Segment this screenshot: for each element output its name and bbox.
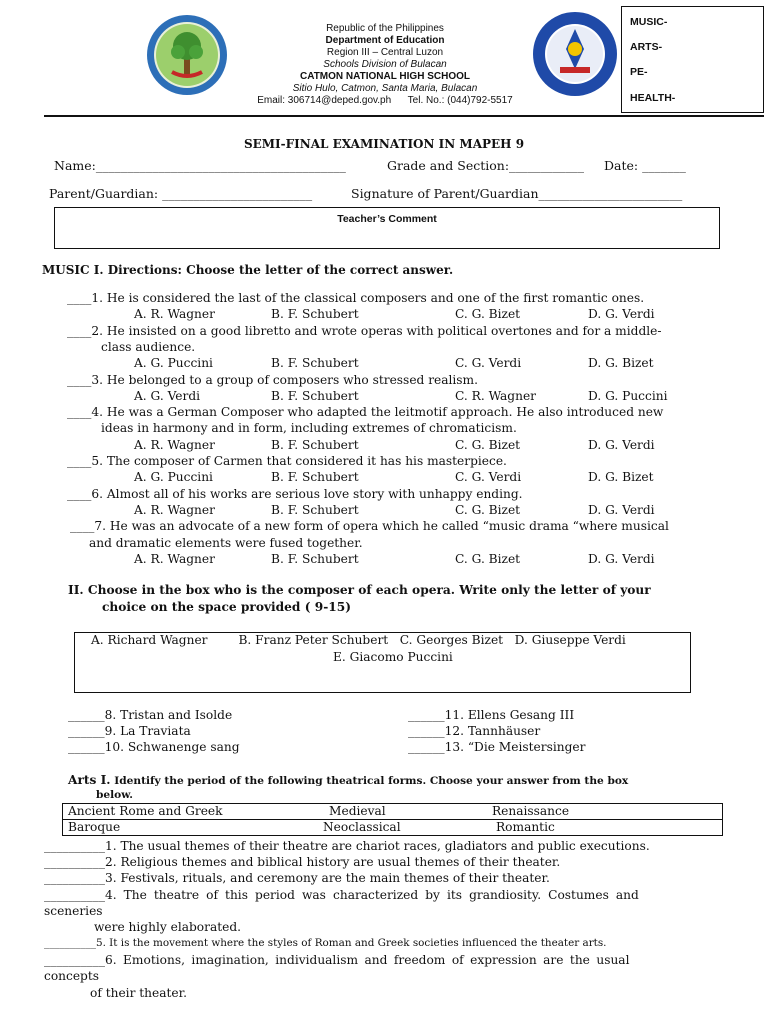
- question-text[interactable]: ____5. The composer of Carmen that considered it has his masterpiece.: [67, 454, 507, 468]
- answer-option[interactable]: D. G. Verdi: [588, 502, 655, 517]
- answer-option[interactable]: D. G. Bizet: [588, 356, 654, 371]
- parent-field[interactable]: Parent/Guardian: ________________________: [49, 186, 313, 201]
- answer-option[interactable]: B. F. Schubert: [271, 307, 359, 322]
- answer-option[interactable]: C. G. Verdi: [455, 470, 522, 485]
- question-text-wrap: class audience.: [101, 339, 196, 354]
- arts-item-6-wrap2: of their theater.: [90, 986, 187, 1000]
- school-logo: [146, 14, 228, 96]
- answer-option[interactable]: B. F. Schubert: [271, 502, 359, 517]
- arts-item-1[interactable]: __________1. The usual themes of their theatre are chariot races, gladiators and public executions.: [44, 839, 650, 853]
- answer-option[interactable]: D. G. Puccini: [588, 388, 668, 403]
- name-field[interactable]: Name:________________________________________: [54, 158, 346, 173]
- composer-choices-line1: A. Richard Wagner B. Franz Peter Schubert C. Georges Bizet D. Giuseppe Verdi: [91, 633, 626, 647]
- arts-directions: [68, 773, 628, 787]
- subject-score-box: [621, 6, 764, 113]
- music-directions: MUSIC I. Directions: Choose the letter of the correct answer.: [42, 263, 454, 277]
- department-line: Department of Education: [325, 35, 445, 46]
- arts-item-5[interactable]: __________5. It is the movement where the styles of Roman and Greek societies influenced the theater arts.: [44, 937, 607, 949]
- arts-item-2[interactable]: __________2. Religious themes and biblical history are usual themes of their theater.: [44, 855, 561, 869]
- arts-item-3[interactable]: __________3. Festivals, rituals, and ceremony are the main themes of their theater.: [44, 871, 550, 885]
- match-item-9[interactable]: ______9. La Traviata: [68, 724, 191, 738]
- question-text[interactable]: ____6. Almost all of his works are serious love story with unhappy ending.: [67, 486, 523, 501]
- region-line: Region III – Central Luzon: [326, 47, 444, 58]
- teachers-comment-box[interactable]: [54, 207, 720, 249]
- date-field[interactable]: Date: _______: [604, 158, 686, 173]
- answer-option[interactable]: C. G. Verdi: [455, 356, 522, 371]
- teachers-comment-label: Teacher’s Comment: [337, 213, 437, 225]
- match-item-13[interactable]: ______13. “Die Meistersinger: [408, 740, 586, 754]
- answer-option[interactable]: B. F. Schubert: [271, 551, 359, 566]
- answer-option[interactable]: D. G. Verdi: [588, 307, 655, 322]
- match-item-8[interactable]: ______8. Tristan and Isolde: [68, 708, 233, 722]
- header-rule: [44, 115, 764, 117]
- question-text[interactable]: ____1. He is considered the last of the classical composers and one of the first romantic ones.: [67, 291, 645, 305]
- question-text-wrap: ideas in harmony and in form, including extremes of chromaticism.: [101, 421, 517, 436]
- composer-choices-line2: E. Giacomo Puccini: [333, 650, 453, 664]
- subject-arts: ARTS-: [630, 41, 663, 53]
- answer-option[interactable]: B. F. Schubert: [271, 388, 359, 403]
- arts-item-4-wrap2: were highly elaborated.: [94, 920, 242, 934]
- signature-field[interactable]: Signature of Parent/Guardian_______________________: [351, 186, 683, 201]
- answer-option[interactable]: B. F. Schubert: [271, 437, 359, 452]
- arts-item-6-wrap1: concepts: [44, 969, 100, 983]
- part2-directions-line2: choice on the space provided ( 9-15): [102, 600, 351, 614]
- answer-option[interactable]: B. F. Schubert: [271, 470, 359, 485]
- division-line: Schools Division of Bulacan: [323, 59, 447, 70]
- answer-option[interactable]: A. G. Verdi: [134, 388, 201, 403]
- period-cell: Ancient Rome and Greek: [68, 804, 223, 818]
- republic-line: Republic of the Philippines: [326, 23, 444, 34]
- answer-option[interactable]: C. G. Bizet: [455, 437, 521, 452]
- subject-health: HEALTH-: [630, 92, 676, 104]
- arts-item-4[interactable]: __________4. The theatre of this period was characterized by its grandiosity. Costumes and: [44, 888, 639, 902]
- answer-option[interactable]: A. G. Puccini: [134, 356, 213, 371]
- grade-section-field[interactable]: Grade and Section:____________: [387, 158, 585, 173]
- periods-table: [62, 803, 723, 836]
- question-text-wrap: and dramatic elements were fused together.: [89, 535, 363, 550]
- match-item-12[interactable]: ______12. Tannhäuser: [408, 724, 541, 738]
- subject-music: MUSIC-: [630, 16, 668, 28]
- period-cell: Romantic: [496, 820, 555, 834]
- period-cell: Baroque: [68, 820, 121, 834]
- answer-option[interactable]: B. F. Schubert: [271, 356, 359, 371]
- arts-item-4-wrap1: sceneries: [44, 904, 103, 918]
- question-text[interactable]: ____2. He insisted on a good libretto and wrote operas with political overtones and for a middle-: [67, 323, 662, 338]
- answer-option[interactable]: C. G. Bizet: [455, 551, 521, 566]
- part2-directions-line1: II. Choose in the box who is the composer of each opera. Write only the letter of your: [68, 583, 651, 597]
- deped-seal: [532, 11, 618, 97]
- arts-directions-text: Identify the period of the following theatrical forms. Choose your answer from the box: [114, 775, 629, 787]
- answer-option[interactable]: D. G. Bizet: [588, 470, 654, 485]
- answer-option[interactable]: A. R. Wagner: [134, 307, 215, 322]
- question-text[interactable]: ____7. He was an advocate of a new form of opera which he called “music drama “where musical: [70, 519, 669, 534]
- question-text[interactable]: ____4. He was a German Composer who adapted the leitmotif approach. He also introduced new: [67, 405, 664, 420]
- answer-option[interactable]: C. G. Bizet: [455, 307, 521, 322]
- subject-pe: PE-: [630, 66, 648, 78]
- composer-choices-box: [74, 632, 691, 693]
- answer-option[interactable]: D. G. Verdi: [588, 437, 655, 452]
- arts-directions-line2: below.: [96, 789, 133, 801]
- period-cell: Neoclassical: [323, 820, 401, 834]
- school-address: Sitio Hulo, Catmon, Santa Maria, Bulacan: [292, 83, 478, 94]
- answer-option[interactable]: A. R. Wagner: [134, 437, 215, 452]
- school-contact: Email: 306714@deped.gov.ph Tel. No.: (044)792-5517: [257, 95, 513, 106]
- period-cell: Renaissance: [492, 804, 570, 818]
- match-item-10[interactable]: ______10. Schwanenge sang: [68, 740, 240, 754]
- answer-option[interactable]: A. G. Puccini: [134, 470, 213, 485]
- match-item-11[interactable]: ______11. Ellens Gesang III: [408, 708, 575, 722]
- arts-directions-label: Arts I.: [68, 773, 111, 787]
- exam-title: SEMI-FINAL EXAMINATION IN MAPEH 9: [243, 137, 525, 151]
- question-text[interactable]: ____3. He belonged to a group of composers who stressed realism.: [67, 372, 478, 387]
- school-name: CATMON NATIONAL HIGH SCHOOL: [300, 71, 470, 82]
- arts-item-6[interactable]: __________6. Emotions, imagination, individualism and freedom of expression are the usual: [44, 953, 630, 967]
- answer-option[interactable]: C. G. Bizet: [455, 502, 521, 517]
- period-cell: Medieval: [329, 804, 386, 818]
- answer-option[interactable]: C. R. Wagner: [455, 388, 536, 403]
- answer-option[interactable]: D. G. Verdi: [588, 551, 655, 566]
- answer-option[interactable]: A. R. Wagner: [134, 551, 215, 566]
- answer-option[interactable]: A. R. Wagner: [134, 502, 215, 517]
